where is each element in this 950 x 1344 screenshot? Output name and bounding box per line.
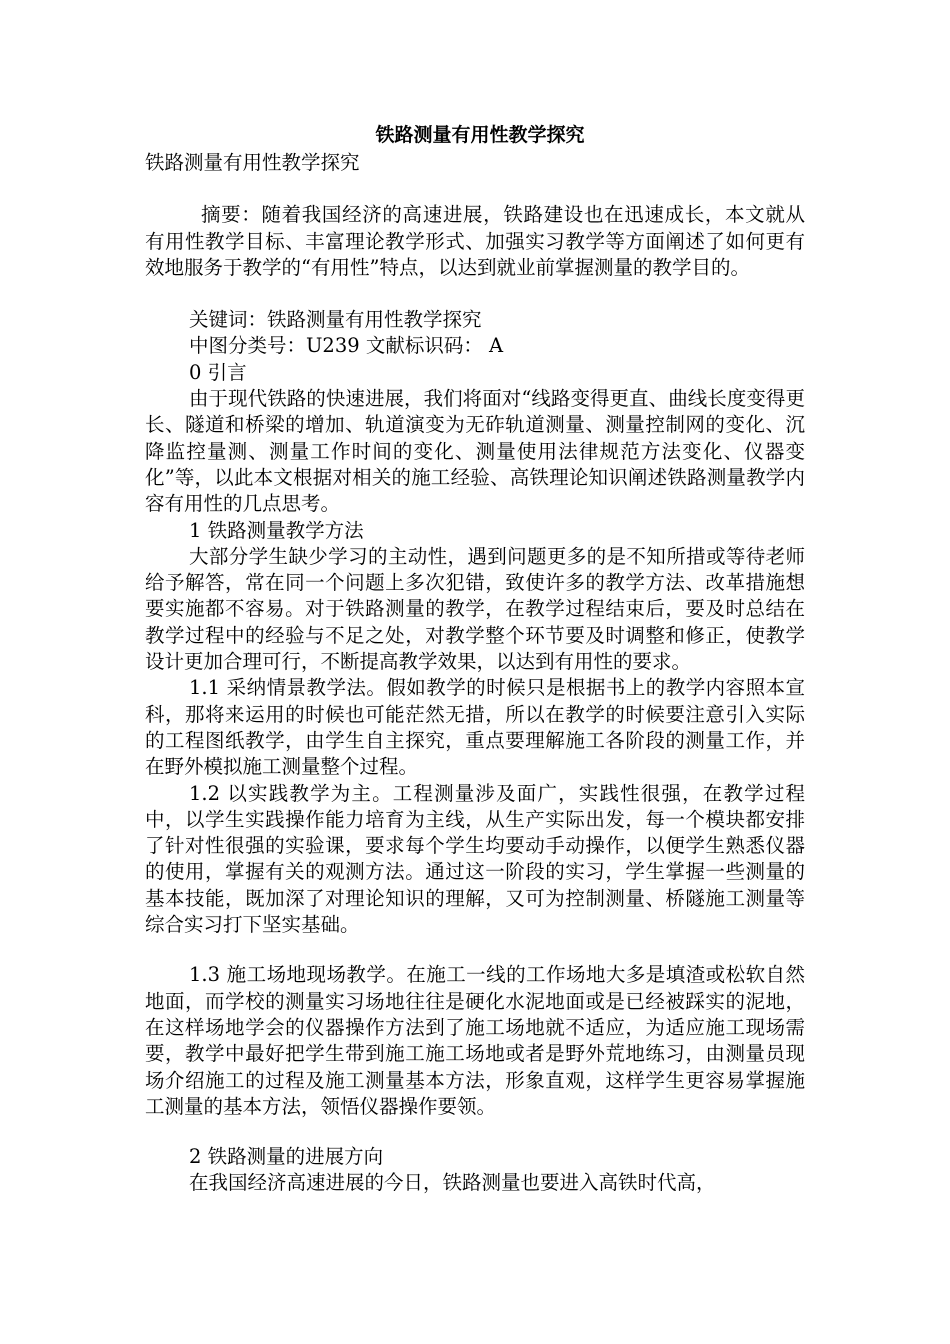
keywords-line: 关键词：铁路测量有用性教学探究 [189, 308, 482, 332]
spacer [145, 176, 805, 202]
classification-line: 中图分类号：U239 文献标识码： A [189, 334, 504, 358]
abstract-paragraph: 摘要：随着我国经济的高速进展，铁路建设也在迅速成长，本文就从有用性教学目标、丰富理论教学形式、加强实习教学等方面阐述了如何更有效地服务于教学的“有用性”特点，以达到就业前掌握测量的教学目的。 [145, 203, 805, 279]
spacer [145, 1120, 805, 1144]
section-1-1-paragraph: 1.1 采纳情景教学法。假如教学的时候只是根据书上的教学内容照本宣科，那将来运用的时候也可能茫然无措，所以在教学的时候要注意引入实际的工程图纸教学，由学生自主探究，重点要理解施工各阶段的测量工作，并在野外模拟施工测量整个过程。 [145, 676, 805, 779]
section-heading-intro: 0 引言 [189, 360, 247, 384]
spacer [145, 281, 805, 307]
section-heading-2: 2 铁路测量的进展方向 [189, 1145, 384, 1169]
section-1-3-paragraph: 1.3 施工场地现场教学。在施工一线的工作场地大多是填渣或松软自然地面，而学校的测量实习场地往往是硬化水泥地面或是已经被踩实的泥地，在这样场地学会的仪器操作方法到了施工场地就不适应，为适应施工现场需要，教学中最好把学生带到施工施工场地或者是野外荒地练习，由测量员现场介绍施工的过程及施工测量基本方法，形象直观，这样学生更容易掌握施工测量的基本方法，领悟仪器操作要领。 [145, 963, 805, 1118]
section-1-paragraph: 大部分学生缺少学习的主动性，遇到问题更多的是不知所措或等待老师给予解答，常在同一个问题上多次犯错，致使许多的教学方法、改革措施想要实施都不容易。对于铁路测量的教学，在教学过程结束后，要及时总结在教学过程中的经验与不足之处，对教学整个环节要及时调整和修正，使教学设计更加合理可行，不断提高教学效果，以达到有用性的要求。 [145, 544, 805, 674]
section-1-2-paragraph: 1.2 以实践教学为主。工程测量涉及面广，实践性很强，在教学过程中，以学生实践操作能力培育为主线，从生产实际出发，每一个模块都安排了针对性很强的实验课，要求每个学生均要动手动操作，以便学生熟悉仪器的使用，掌握有关的观测方法。通过这一阶段的实习，学生掌握一些测量的基本技能，既加深了对理论知识的理解，又可为控制测量、桥隧施工测量等综合实习打下坚实基础。 [145, 781, 805, 937]
section-2-paragraph: 在我国经济高速进展的今日，铁路测量也要进入高铁时代高， [189, 1171, 716, 1195]
document-title: 铁路测量有用性教学探究 [375, 124, 585, 146]
section-heading-1: 1 铁路测量教学方法 [189, 518, 364, 542]
document-page [145, 120, 805, 1197]
spacer [145, 938, 805, 962]
intro-paragraph: 由于现代铁路的快速进展，我们将面对“线路变得更直、曲线长度变得更长、隧道和桥梁的增加、轨道演变为无砟轨道测量、测量控制网的变化、沉降监控量测、测量工作时间的变化、测量使用法律规范方法变化、仪器变化”等，以此本文根据对相关的施工经验、高铁理论知识阐述铁路测量教学内容有用性的几点思考。 [145, 387, 805, 516]
document-subtitle: 铁路测量有用性教学探究 [145, 151, 360, 174]
